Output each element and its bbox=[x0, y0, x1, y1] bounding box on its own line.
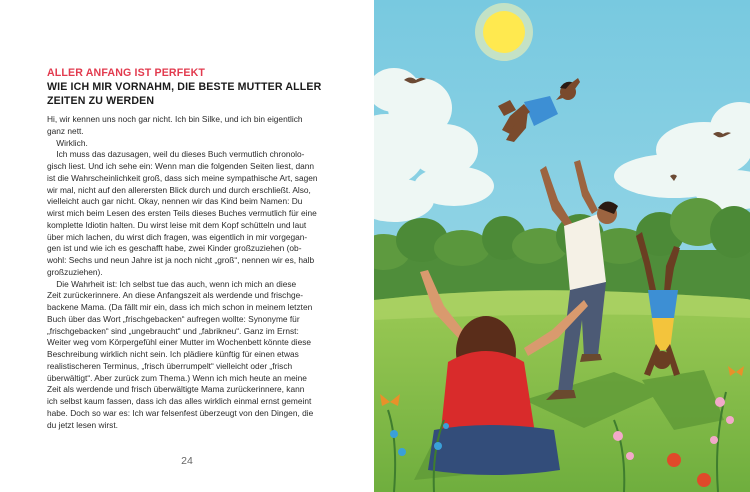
body-line: ich selbst kaum fassen, dass ich das alles wirklich einmal ernst gemeint bbox=[47, 396, 312, 406]
family-park-illustration bbox=[374, 0, 750, 492]
body-line: Beschreibung wirklich nicht sein. Ich plädiere künftig für einen etwas bbox=[47, 349, 299, 359]
illustration-page bbox=[374, 0, 750, 492]
body-line: habe. Doch so war es: Ich war felsenfest überzeugt von den Dingen, die bbox=[47, 407, 314, 418]
body-line: Ich muss das dazusagen, weil du dieses Buch vermutlich chronolo- bbox=[47, 149, 305, 160]
chapter-title-line: WIE ICH MIR VORNAHM, DIE BESTE MUTTER ALLER bbox=[47, 81, 322, 93]
page-number: 24 bbox=[181, 455, 193, 467]
left-page bbox=[0, 0, 374, 492]
chapter-title-line: ZEITEN ZU WERDEN bbox=[47, 95, 155, 107]
body-line: Die Wahrheit ist: Ich selbst tue das auch, wenn ich mich an diese bbox=[47, 278, 297, 289]
body-text bbox=[47, 114, 347, 431]
body-line: wirst mich beim Lesen des ersten Teils dieses Buches vermutlich für eine bbox=[47, 208, 317, 218]
body-line: Buch über das Wort „frischgebacken“ aufregen wollte: Synonyme für bbox=[47, 313, 300, 324]
body-line: realistischeren Terminus, „frisch überrumpelt“ vielleicht oder „frisch bbox=[47, 360, 293, 371]
body-line: backene Mama. (Da fällt mir ein, dass ich mich schon in meinem letzten bbox=[47, 302, 313, 312]
body-line: großzuziehen). bbox=[47, 266, 103, 277]
body-line: gen ist und wie ich es geschafft habe, zwei Kinder großzuziehen (ob- bbox=[47, 243, 302, 254]
body-line: Hi, wir kennen uns noch gar nicht. Ich bin Silke, und ich bin eigentlich bbox=[47, 114, 303, 124]
body-line: Weiter weg vom Körpergefühl einer Mutter im Wochenbett könnte diese bbox=[47, 337, 312, 348]
body-line: komplette Idiotin halten. Du wirst leise mit dem Kopf schütteln und laut bbox=[47, 219, 307, 230]
body-line: Zeit als werdende und frisch überwältigte Mama zurückerinnere, kann bbox=[47, 384, 305, 395]
body-line: über mich lachen, du wirst dich fragen, was eigentlich in mir vorgegan- bbox=[47, 231, 308, 242]
chapter-title bbox=[47, 80, 347, 108]
body-line: gisch liest. Und ich sehe ein: Wenn man die folgenden Seiten liest, dann bbox=[47, 161, 315, 171]
body-line: „frischgebacken“ sind „ungebraucht“ und „fabrikneu“. Ganz im Ernst: bbox=[47, 325, 299, 336]
body-line: vielleicht auch gar nicht. Okay, nennen wir das Kind beim Namen: Du bbox=[47, 196, 303, 207]
body-line: ist die Wahrscheinlichkeit groß, dass sich meine sympathische Art, sagen bbox=[47, 172, 318, 183]
body-line: Zeit zurückerinnere. An diese Anfangszeit als werdende und frischge- bbox=[47, 290, 304, 301]
sun-icon bbox=[475, 3, 533, 61]
body-line: du jetzt lesen wirst. bbox=[47, 419, 118, 430]
body-line: wir mal, nicht auf den allerersten Blick durch und durch erschließt. Also, bbox=[47, 184, 311, 195]
body-line: überwältigt“. Aber zurück zum Thema.) Wenn ich mich heute an meine bbox=[47, 372, 307, 383]
body-line: ganz nett. bbox=[47, 125, 84, 136]
body-line: Wirklich. bbox=[47, 137, 88, 148]
body-line: wohl: Sechs und neun Jahre ist ja noch nicht „groß“, nennen wir es, halb bbox=[47, 255, 315, 265]
chapter-kicker: ALLER ANFANG IST PERFEKT bbox=[47, 67, 205, 79]
